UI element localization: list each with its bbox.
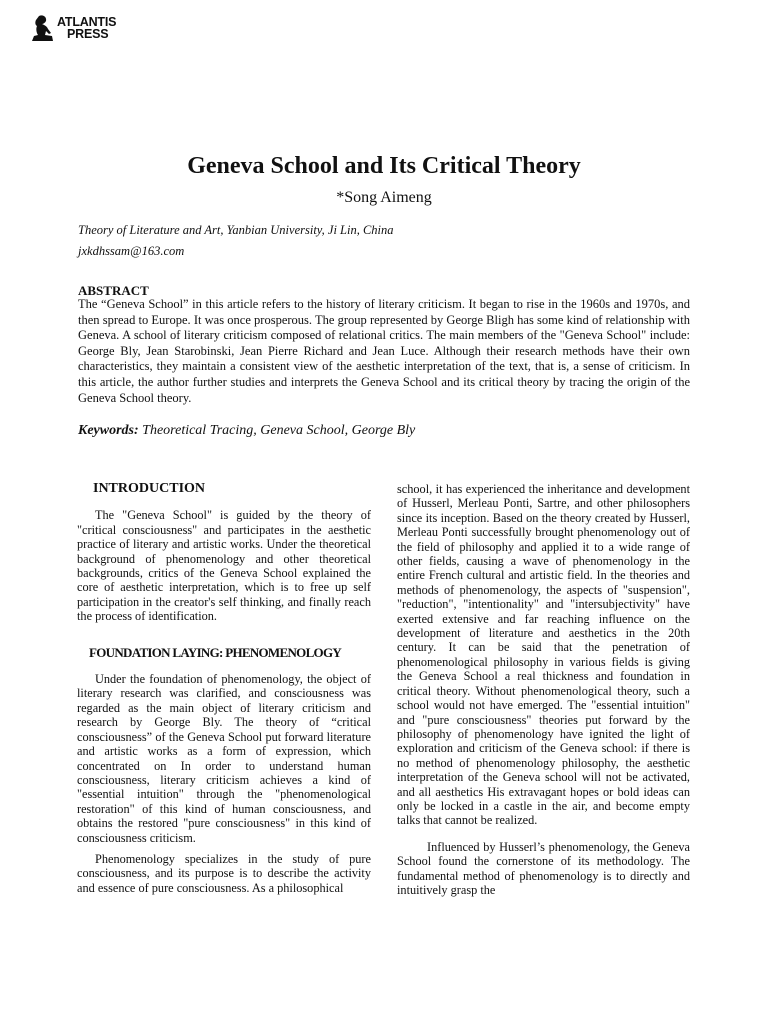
keywords-label: Keywords: xyxy=(78,423,139,438)
foundation-paragraph-3: Influenced by Husserl’s phenomenology, the Geneva School found the cornerstone of its methodology. The fundamental method of phenomenology is to directly and intuitively grasp the xyxy=(397,839,690,897)
publisher-name-line2: PRESS xyxy=(67,27,109,41)
left-column xyxy=(77,482,371,895)
abstract-text: The “Geneva School” in this article refers to the history of literary criticism. It began to rise in the 1960s and 1970s, and then spread to Europe. It was once prosperous. The group represented by George Bligh has some kind of relationship with Geneva. A school of literary criticism composed of relational critics. The main members of the "Geneva School" include: George Bly, Jean Starobinski, Jean Pierre Richard and Jean Luce. Although their research methods have their own characteristics, they maintain a consistent view of the aesthetic interpretation of the text, that is, a sense of criticism. In this article, the author further studies and interprets the Geneva School and its critical theory by tracing the origin of the Geneva School theory. xyxy=(78,297,690,405)
abstract-heading: ABSTRACT xyxy=(78,283,149,298)
paper-author: *Song Aimeng xyxy=(336,189,432,206)
foundation-paragraph-2: Phenomenology specializes in the study of pure consciousness, and its purpose is to describe the activity and essence of pure consciousness. As a philosophical xyxy=(77,851,371,895)
foundation-paragraph-1: Under the foundation of phenomenology, the object of literary research was clarified, and consciousness was regarded as the main object of literary criticism and research by George Bly. The theory of “critical consciousness” of the Geneva School put forward literature and artistic works as a form of expression, which concentrated on In order to understand human consciousness, literary criticism achieves a kind of "essential intuition" through the "phenomenological restoration" of this kind of human consciousness, and obtains the restored "pure consciousness" in this kind of consciousness criticism. xyxy=(77,672,371,845)
introduction-paragraph: The "Geneva School" is guided by the theory of "critical consciousness" and participates in the aesthetic practice of literary and artistic works. Under the theoretical background of phenomenology and other theoretical backgrounds, critics of the Geneva School explained the core of aesthetic interpretation, which is to free up self participation in the creator's self thinking, and finally reach the process of identification. xyxy=(77,508,371,624)
publisher-logo xyxy=(30,14,116,42)
right-column xyxy=(397,482,690,897)
author-email: jxkdhssam@163.com xyxy=(78,244,185,258)
paper-title: Geneva School and Its Critical Theory xyxy=(187,153,581,179)
publisher-name-line1: ATLANTIS xyxy=(57,15,117,29)
author-affiliation: Theory of Literature and Art, Yanbian University, Ji Lin, China xyxy=(78,223,394,237)
foundation-heading: FOUNDATION LAYING: PHENOMENOLOGY xyxy=(89,644,342,660)
keywords-text: Theoretical Tracing, Geneva School, George Bly xyxy=(142,423,416,438)
keywords-line xyxy=(78,423,415,439)
thinker-statue-icon xyxy=(30,14,54,42)
foundation-paragraph-2-continued: school, it has experienced the inheritance and development of Husserl, Merleau Ponti, Sartre, and other philosophers since its inception. Based on the theory created by Husserl, Merleau Ponti successfully brought phenomenology out of the field of philosophy and applied it to a wide range of other fields, causing a wave of phenomenology in the entire French cultural and artistic field. In the theories and methods of phenomenology, the aspects of "suspension", "reduction", "intentionality" and "intersubjectivity" have exerted extensive and far reaching influence on the development of literature and aesthetics in the 20th century. It can be said that the penetration of phenomenological philosophy in various fields is giving the Geneva School a real thickness and foundation in critical theory. Without phenomenological theory, such a school would not have emerged. The "essential intuition" and "pure consciousness" theories put forward by the philosophy of phenomenology have ignited the light of exploration and criticism of the Geneva school: if there is no method of phenomenology philosophy, the aesthetic interpretation of the Geneva school will not be activated, and all aesthetics His extravagant hopes or bold ideas can only be locked in a castle in the air, and become empty talks that cannot be realized. xyxy=(397,482,690,828)
introduction-heading: INTRODUCTION xyxy=(93,481,206,496)
